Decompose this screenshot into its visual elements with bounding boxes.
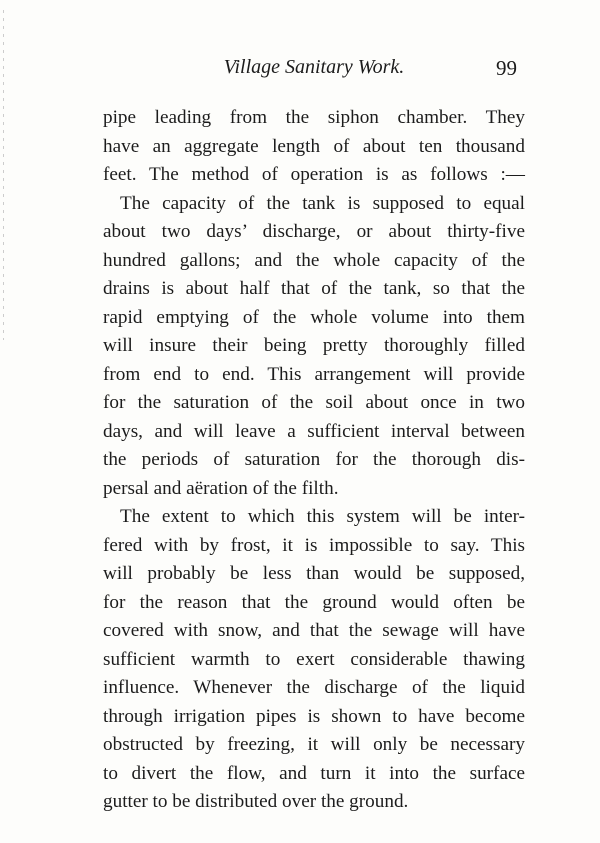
text-line: feet. The method of operation is as follows :— [103,164,525,185]
text-line: covered with snow, and that the sewage will have [103,620,525,641]
text-line: rapid emptying of the whole volume into them [103,306,525,328]
text-line: sufficient warmth to exert considerable thawing [103,648,525,670]
text-line: about two days’ discharge, or about thirty-five [103,221,525,242]
text-line: drains is about half that of the tank, so that the [103,278,525,299]
text-line: The extent to which this system will be inter- [120,506,525,527]
text-line: the periods of saturation for the thorough dis- [103,449,525,470]
text-line: will insure their being pretty thoroughly filled [103,335,525,356]
text-line: for the saturation of the soil about once in two [103,392,525,413]
text-line: The capacity of the tank is supposed to equal [120,192,525,214]
text-line: days, and will leave a sufficient interval between [103,420,525,442]
text-line: have an aggregate length of about ten thousand [103,135,525,157]
text-line: obstructed by freezing, it will only be necessary [103,734,525,755]
text-line: through irrigation pipes is shown to have become [103,705,525,727]
running-title: Village Sanitary Work. [223,56,405,78]
body-text [103,104,525,817]
text-line: will probably be less than would be supposed, [103,563,525,584]
scan-edge-mark [3,10,4,340]
text-line: pipe leading from the siphon chamber. They [103,107,525,128]
text-line: for the reason that the ground would often be [103,591,525,613]
text-line: from end to end. This arrangement will provide [103,363,525,385]
page-number: 99 [496,56,517,80]
text-line: influence. Whenever the discharge of the liquid [103,677,525,698]
text-line: persal and aëration of the filth. [103,477,339,499]
page-header [103,56,525,84]
text-line: gutter to be distributed over the ground. [103,791,409,812]
text-line: hundred gallons; and the whole capacity of the [103,249,525,271]
text-line: fered with by frost, it is impossible to say. This [103,534,525,556]
text-line: to divert the flow, and turn it into the surface [103,762,525,784]
